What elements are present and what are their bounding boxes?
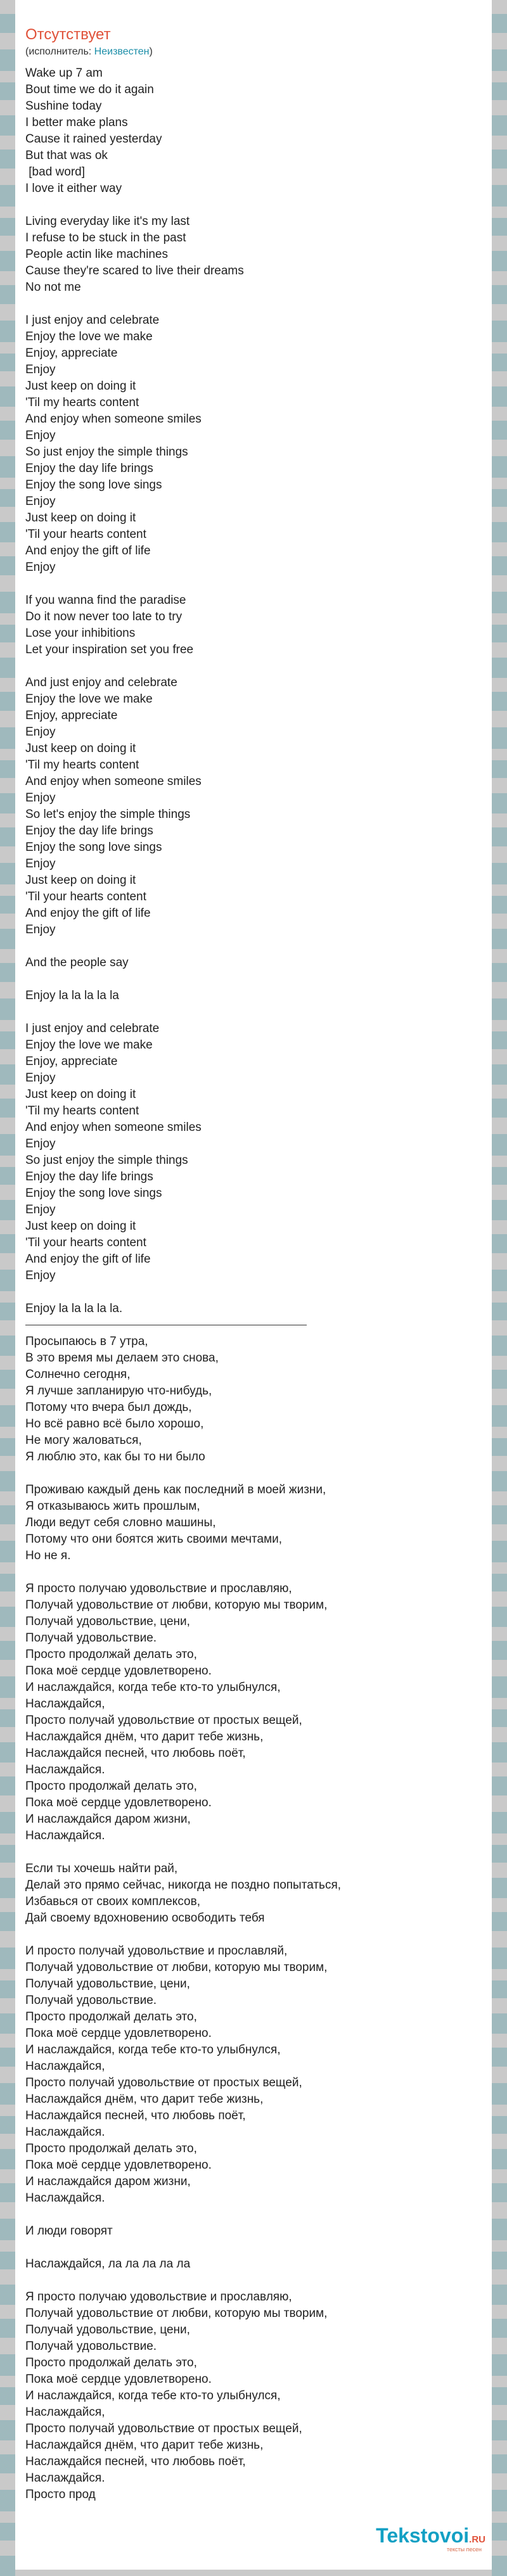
lyric-line: And enjoy the gift of life bbox=[25, 1253, 151, 1266]
lyric-line: 'Til your hearts content bbox=[25, 528, 146, 541]
lyric-line: Enjoy, appreciate bbox=[25, 347, 118, 360]
lyric-line: 'Til my hearts content bbox=[25, 396, 139, 409]
lyrics-body bbox=[25, 65, 469, 2503]
lyric-line: Получай удовольствие, цени, bbox=[25, 1615, 190, 1628]
lyric-line bbox=[25, 1564, 469, 1581]
lyric-line: И наслаждайся, когда тебе кто-то улыбнулся, bbox=[25, 2043, 281, 2056]
lyric-line: Sushine today bbox=[25, 99, 102, 113]
lyrics-original bbox=[25, 65, 469, 1317]
lyric-line bbox=[25, 1465, 469, 1482]
performer-line bbox=[25, 46, 153, 58]
lyric-line: If you wanna find the paradise bbox=[25, 594, 186, 607]
lyric-line bbox=[25, 971, 469, 988]
performer-prefix: (исполнитель: bbox=[25, 46, 94, 57]
lyric-line: And enjoy when someone smiles bbox=[25, 1121, 202, 1134]
lyric-line: Wake up 7 am bbox=[25, 67, 103, 80]
lyric-line: Enjoy bbox=[25, 725, 56, 739]
lyric-line: И наслаждайся даром жизни, bbox=[25, 1813, 191, 1826]
lyric-line: Just keep on doing it bbox=[25, 874, 136, 887]
lyric-line: No not me bbox=[25, 281, 81, 294]
lyric-line bbox=[25, 2273, 469, 2289]
lyric-line: Наслаждайся. bbox=[25, 1829, 105, 1842]
lyric-line: Наслаждайся песней, что любовь поёт, bbox=[25, 2455, 246, 2468]
lyric-line: Получай удовольствие. bbox=[25, 1631, 157, 1645]
lyric-line: Наслаждайся песней, что любовь поёт, bbox=[25, 2109, 246, 2122]
lyric-line: Проживаю каждый день как последний в моей жизни, bbox=[25, 1483, 326, 1496]
lyric-line: Enjoy bbox=[25, 1071, 56, 1085]
lyric-line: Избавься от своих комплексов, bbox=[25, 1895, 200, 1908]
lyric-line bbox=[25, 658, 469, 675]
lyric-line: Потому что вчера был дождь, bbox=[25, 1401, 192, 1414]
lyric-line: People actin like machines bbox=[25, 248, 168, 261]
lyric-line: Enjoy the love we make bbox=[25, 1038, 153, 1052]
lyric-line: Если ты хочешь найти рай, bbox=[25, 1862, 178, 1875]
lyric-line: Enjoy la la la la la bbox=[25, 989, 119, 1002]
logo-tld: .RU bbox=[469, 2534, 485, 2545]
lyric-line: Просто получай удовольствие от простых вещей, bbox=[25, 1714, 302, 1727]
lyric-line: Получай удовольствие от любви, которую мы творим, bbox=[25, 2307, 328, 2320]
performer-link[interactable]: Неизвестен bbox=[94, 46, 150, 57]
lyric-line: Living everyday like it's my last bbox=[25, 215, 190, 228]
lyric-line: Я просто получаю удовольствие и прославляю, bbox=[25, 1582, 292, 1595]
lyric-line: Получай удовольствие. bbox=[25, 1994, 157, 2007]
lyric-line: I just enjoy and celebrate bbox=[25, 1022, 160, 1035]
lyric-line: Получай удовольствие от любви, которую мы творим, bbox=[25, 1961, 328, 1974]
lyric-line bbox=[25, 1284, 469, 1301]
lyric-line: Just keep on doing it bbox=[25, 511, 136, 525]
lyric-line: And just enjoy and celebrate bbox=[25, 676, 177, 689]
lyric-line: Просто продолжай делать это, bbox=[25, 1648, 197, 1661]
lyric-line: Do it now never too late to try bbox=[25, 610, 183, 623]
lyric-line: Enjoy bbox=[25, 363, 56, 376]
lyric-line: Let your inspiration set you free bbox=[25, 643, 194, 656]
lyric-line bbox=[25, 2207, 469, 2223]
lyric-line: Пока моё сердце удовлетворено. bbox=[25, 1664, 212, 1678]
page-title: Отсутствует bbox=[25, 26, 111, 43]
lyric-line: Enjoy bbox=[25, 1269, 56, 1282]
lyric-line: Enjoy the song love sings bbox=[25, 841, 162, 854]
lyric-line: Enjoy the love we make bbox=[25, 692, 153, 706]
lyric-line bbox=[25, 1844, 469, 1861]
lyric-line: Пока моё сердце удовлетворено. bbox=[25, 2373, 212, 2386]
lyric-line: I just enjoy and celebrate bbox=[25, 314, 160, 327]
lyric-line: Enjoy la la la la la. bbox=[25, 1302, 123, 1315]
lyric-line: Просто продолжай делать это, bbox=[25, 2010, 197, 2024]
lyric-line: Делай это прямо сейчас, никогда не поздно попытаться, bbox=[25, 1878, 342, 1892]
lyric-line: So just enjoy the simple things bbox=[25, 445, 188, 459]
lyric-line: 'Til my hearts content bbox=[25, 1104, 139, 1118]
lyric-line: Enjoy the love we make bbox=[25, 330, 153, 343]
lyric-line: Just keep on doing it bbox=[25, 379, 136, 393]
lyric-line: Enjoy the day life brings bbox=[25, 824, 153, 838]
lyric-line: Но не я. bbox=[25, 1549, 71, 1562]
lyric-line: Просто получай удовольствие от простых вещей, bbox=[25, 2422, 302, 2435]
lyric-line: И наслаждайся даром жизни, bbox=[25, 2175, 191, 2188]
lyric-line: Я просто получаю удовольствие и прославляю, bbox=[25, 2290, 292, 2304]
lyric-line: Enjoy the day life brings bbox=[25, 462, 153, 475]
lyric-line: And the people say bbox=[25, 956, 129, 969]
lyric-line: Enjoy bbox=[25, 791, 56, 805]
lyric-line: В это время мы делаем это снова, bbox=[25, 1351, 219, 1365]
lyric-line: Получай удовольствие от любви, которую мы творим, bbox=[25, 1598, 328, 1612]
lyric-line: So just enjoy the simple things bbox=[25, 1154, 188, 1167]
logo-tagline: тексты песен bbox=[446, 2546, 482, 2553]
lyric-line: Just keep on doing it bbox=[25, 1220, 136, 1233]
lyric-line: Enjoy the song love sings bbox=[25, 1187, 162, 1200]
lyric-line: Я отказываюсь жить прошлым, bbox=[25, 1500, 200, 1513]
lyric-line: Люди ведут себя словно машины, bbox=[25, 1516, 216, 1529]
lyric-line: Просыпаюсь в 7 утра, bbox=[25, 1335, 148, 1348]
lyric-line: Наслаждайся днём, что дарит тебе жизнь, bbox=[25, 1730, 264, 1744]
lyric-line: Наслаждайся. bbox=[25, 2126, 105, 2139]
lyric-line: And enjoy the gift of life bbox=[25, 907, 151, 920]
lyric-line: Просто продолжай делать это, bbox=[25, 2356, 197, 2369]
lyric-line: I better make plans bbox=[25, 116, 128, 129]
lyric-line: Просто получай удовольствие от простых вещей, bbox=[25, 2076, 302, 2089]
lyric-line: Наслаждайся. bbox=[25, 1763, 105, 1776]
lyric-line: Пока моё сердце удовлетворено. bbox=[25, 2158, 212, 2172]
lyric-line: Получай удовольствие. bbox=[25, 2340, 157, 2353]
lyric-line: [bad word] bbox=[25, 165, 85, 179]
lyric-line: 'Til your hearts content bbox=[25, 1236, 146, 1249]
lyric-line: Наслаждайся. bbox=[25, 2191, 105, 2205]
performer-suffix: ) bbox=[149, 46, 153, 57]
lyric-line: Я лучше запланирую что-нибудь, bbox=[25, 1384, 212, 1398]
lyric-line: I love it either way bbox=[25, 182, 122, 195]
lyric-line bbox=[25, 2240, 469, 2256]
lyric-line: Enjoy the song love sings bbox=[25, 478, 162, 492]
lyric-line: Получай удовольствие, цени, bbox=[25, 2323, 190, 2337]
lyrics-translation bbox=[25, 1334, 469, 2503]
lyric-line: Cause they're scared to live their dreams bbox=[25, 264, 244, 277]
lyric-line: Дай своему вдохновению освободить тебя bbox=[25, 1911, 265, 1925]
lyric-line: Just keep on doing it bbox=[25, 1088, 136, 1101]
lyric-line: Наслаждайся, ла ла ла ла ла bbox=[25, 2257, 191, 2271]
lyric-line: Потому что они боятся жить своими мечтами, bbox=[25, 1533, 283, 1546]
lyric-line: Enjoy, appreciate bbox=[25, 709, 118, 722]
lyric-line: Пока моё сердце удовлетворено. bbox=[25, 1796, 212, 1809]
lyric-line: Получай удовольствие, цени, bbox=[25, 1977, 190, 1991]
lyric-line: And enjoy when someone smiles bbox=[25, 412, 202, 426]
lyric-line: Наслаждайся, bbox=[25, 2060, 105, 2073]
lyric-line: Lose your inhibitions bbox=[25, 627, 136, 640]
lyric-line: Bout time we do it again bbox=[25, 83, 154, 96]
lyric-line: И просто получай удовольствие и прославляй, bbox=[25, 1944, 288, 1958]
lyric-line: Enjoy bbox=[25, 857, 56, 870]
lyric-line: Enjoy bbox=[25, 1203, 56, 1216]
lyric-line: Наслаждайся песней, что любовь поёт, bbox=[25, 1747, 246, 1760]
lyric-line: I refuse to be stuck in the past bbox=[25, 231, 186, 245]
lyric-line: Just keep on doing it bbox=[25, 742, 136, 755]
lyric-line: Просто прод bbox=[25, 2488, 96, 2501]
lyric-line bbox=[25, 197, 469, 214]
lyric-line: Наслаждайся днём, что дарит тебе жизнь, bbox=[25, 2439, 264, 2452]
lyric-line: И наслаждайся, когда тебе кто-то улыбнулся, bbox=[25, 1681, 281, 1694]
lyric-line bbox=[25, 296, 469, 312]
lyric-line: Просто продолжай делать это, bbox=[25, 1780, 197, 1793]
lyric-line: Enjoy, appreciate bbox=[25, 1055, 118, 1068]
lyric-line: Enjoy bbox=[25, 1137, 56, 1151]
lyric-line bbox=[25, 938, 469, 955]
lyric-line bbox=[25, 1004, 469, 1021]
lyric-line: But that was ok bbox=[25, 149, 108, 162]
lyric-line: Enjoy bbox=[25, 495, 56, 508]
lyric-line: Пока моё сердце удовлетворено. bbox=[25, 2027, 212, 2040]
lyric-line: И наслаждайся, когда тебе кто-то улыбнулся, bbox=[25, 2389, 281, 2402]
lyric-line bbox=[25, 576, 469, 592]
lyric-line: Enjoy the day life brings bbox=[25, 1170, 153, 1183]
lyric-line: Я люблю это, как бы то ни было bbox=[25, 1450, 205, 1463]
lyric-line: So let's enjoy the simple things bbox=[25, 808, 191, 821]
lyric-line: And enjoy the gift of life bbox=[25, 544, 151, 558]
lyric-line: Но всё равно всё было хорошо, bbox=[25, 1417, 204, 1431]
lyric-line: Cause it rained yesterday bbox=[25, 132, 162, 146]
lyric-line: Наслаждайся, bbox=[25, 2406, 105, 2419]
lyric-line: Enjoy bbox=[25, 429, 56, 442]
lyric-line bbox=[25, 1927, 469, 1943]
lyric-line: Enjoy bbox=[25, 561, 56, 574]
lyric-line: Наслаждайся. bbox=[25, 2471, 105, 2485]
lyric-line: И люди говорят bbox=[25, 2224, 113, 2238]
lyric-line: Не могу жаловаться, bbox=[25, 1434, 142, 1447]
lyric-line: 'Til my hearts content bbox=[25, 758, 139, 772]
logo-text: Tekstovoi bbox=[376, 2524, 470, 2547]
lyric-line: Наслаждайся днём, что дарит тебе жизнь, bbox=[25, 2093, 264, 2106]
lyric-line: 'Til your hearts content bbox=[25, 890, 146, 903]
lyric-line: Наслаждайся, bbox=[25, 1697, 105, 1711]
lyric-line: Enjoy bbox=[25, 923, 56, 936]
lyric-line: Солнечно сегодня, bbox=[25, 1368, 131, 1381]
lyric-line: Просто продолжай делать это, bbox=[25, 2142, 197, 2155]
lyric-line: And enjoy when someone smiles bbox=[25, 775, 202, 788]
